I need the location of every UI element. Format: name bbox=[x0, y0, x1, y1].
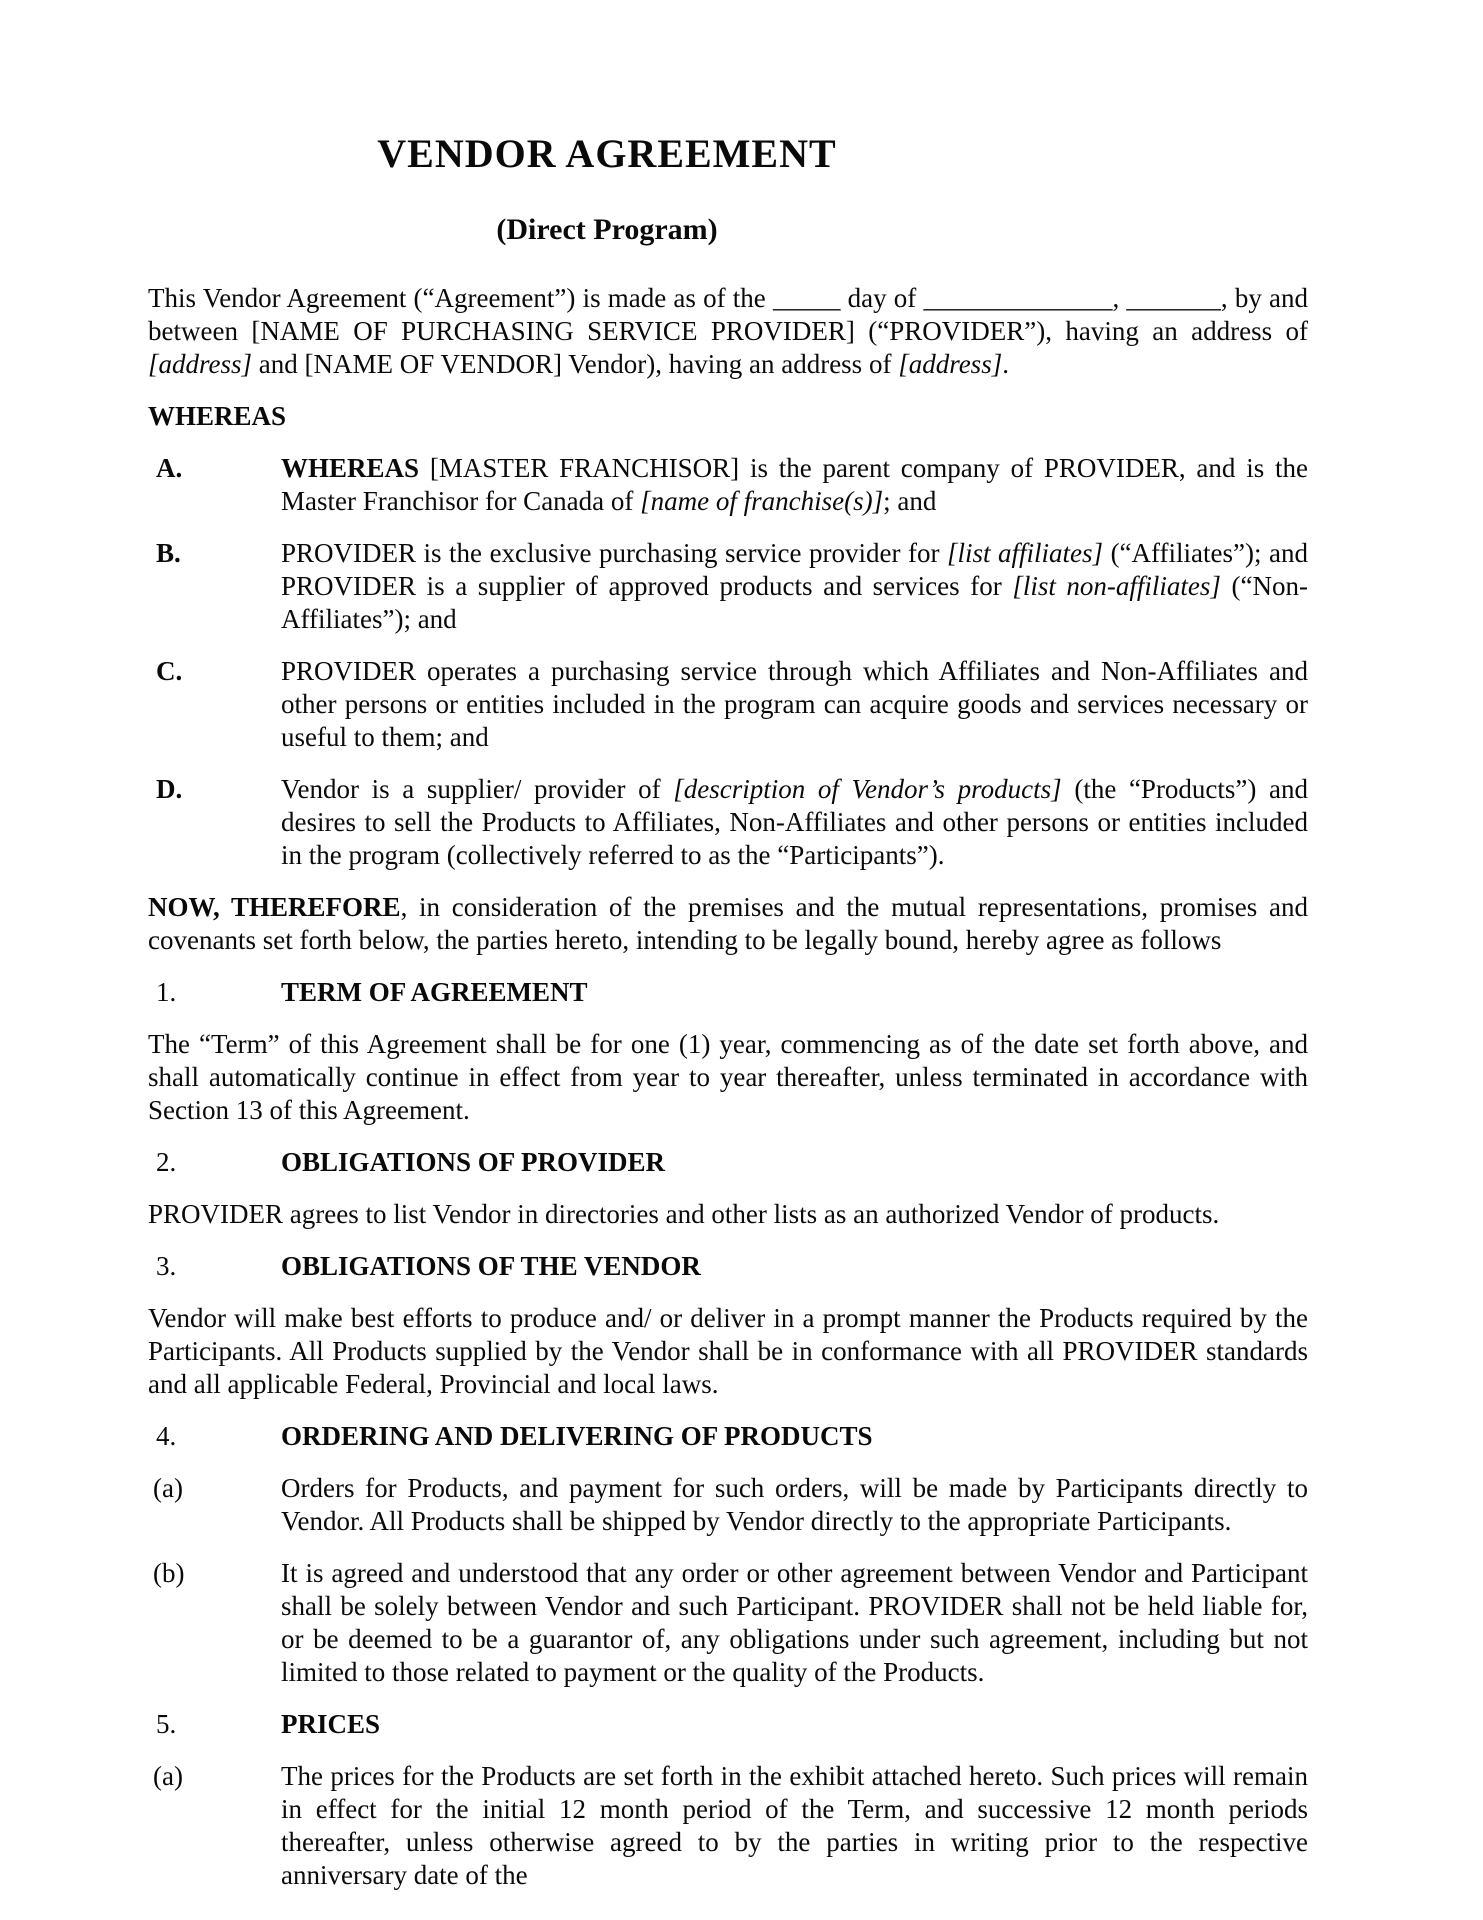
section-heading-1 bbox=[148, 976, 1308, 1009]
section-number: 2. bbox=[156, 1147, 177, 1177]
text-run: ; and bbox=[883, 486, 937, 516]
section-number: 3. bbox=[156, 1251, 177, 1281]
text-run: [MASTER FRANCHISOR] is the parent company of PROVIDER, and is the Master Franchisor for Canada of bbox=[281, 453, 1308, 516]
text-run: [address] bbox=[148, 349, 253, 379]
section-heading-2 bbox=[148, 1146, 1308, 1179]
section-number: 1. bbox=[156, 977, 177, 1007]
text-run: WHEREAS bbox=[281, 453, 430, 483]
section-paragraph bbox=[148, 1028, 1308, 1127]
section-heading-5 bbox=[148, 1708, 1308, 1741]
recital-c bbox=[148, 655, 1308, 754]
recital-label: D. bbox=[156, 774, 183, 804]
text-run: Vendor is a supplier/ provider of bbox=[281, 774, 674, 804]
recital-text bbox=[281, 773, 1308, 872]
text-run: [name of franchise(s)] bbox=[640, 486, 884, 516]
section-title: ORDERING AND DELIVERING OF PRODUCTS bbox=[281, 1421, 873, 1451]
recital-a bbox=[148, 452, 1308, 518]
recital-text bbox=[281, 655, 1308, 754]
sections bbox=[148, 976, 1308, 1892]
section-paragraph bbox=[148, 1302, 1308, 1401]
document-subtitle: (Direct Program) bbox=[496, 213, 718, 246]
text-run: [list non-affiliates] bbox=[1012, 571, 1221, 601]
recital-text bbox=[281, 452, 1308, 518]
section-number: 4. bbox=[156, 1421, 177, 1451]
clause-text bbox=[281, 1472, 1308, 1538]
clause-4-b bbox=[148, 1557, 1308, 1689]
text-run: [address] bbox=[898, 349, 1003, 379]
recital-label: C. bbox=[156, 656, 183, 686]
text-run: The “Term” of this Agreement shall be for one (1) year, commencing as of the date set forth above, and shall automatically continue in effect from year to year thereafter, unless terminated in accordance with Section 13 of this Agreement. bbox=[148, 1029, 1308, 1125]
clause-label: (a) bbox=[153, 1761, 183, 1791]
text-run: PROVIDER agrees to list Vendor in directories and other lists as an authorized Vendor of products. bbox=[148, 1199, 1220, 1229]
now-therefore-paragraph bbox=[148, 891, 1308, 957]
text-run: and [NAME OF VENDOR] Vendor), having an address of bbox=[252, 349, 899, 379]
text-run: (the “Products”) and desires to sell the Products to Affiliates, Non-Affiliates and other persons or entities included in the program (collectively referred to as the “Participants”). bbox=[281, 774, 1309, 870]
section-paragraph bbox=[148, 1198, 1308, 1231]
intro-paragraph bbox=[148, 282, 1308, 381]
document-title: VENDOR AGREEMENT bbox=[377, 131, 837, 176]
text-run: NOW, THEREFORE bbox=[148, 892, 401, 922]
text-run: [list affiliates] bbox=[947, 538, 1104, 568]
section-heading-4 bbox=[148, 1420, 1308, 1453]
section-title: PRICES bbox=[281, 1709, 381, 1739]
clause-text bbox=[281, 1557, 1308, 1689]
text-run: PROVIDER operates a purchasing service through which Affiliates and Non-Affiliates and other persons or entities included in the program can acquire goods and services necessary or useful to them; and bbox=[281, 656, 1308, 752]
recital-b bbox=[148, 537, 1308, 636]
section-heading-3 bbox=[148, 1250, 1308, 1283]
text-run: Orders for Products, and payment for such orders, will be made by Participants directly to Vendor. All Products shall be shipped by Vendor directly to the appropriate Participants. bbox=[281, 1473, 1308, 1536]
recital-label: A. bbox=[156, 453, 183, 483]
text-run: It is agreed and understood that any order or other agreement between Vendor and Participant shall be solely between Vendor and such Participant. PROVIDER shall not be held liable for, or be deemed to be a guarantor of, any obligations under such agreement, including but not limited to those related to payment or the quality of the Products. bbox=[281, 1558, 1308, 1687]
clause-label: (b) bbox=[153, 1558, 185, 1588]
clause-5-a bbox=[148, 1760, 1308, 1892]
text-run: (“Non-Affiliates”); and bbox=[281, 571, 1308, 634]
recital-text bbox=[281, 537, 1308, 636]
title-area bbox=[148, 130, 1066, 248]
section-title: TERM OF AGREEMENT bbox=[281, 977, 588, 1007]
text-run: [description of Vendor’s products] bbox=[673, 774, 1062, 804]
section-title: OBLIGATIONS OF THE VENDOR bbox=[281, 1251, 701, 1281]
clause-text bbox=[281, 1760, 1308, 1892]
recitals bbox=[148, 452, 1308, 872]
recital-d bbox=[148, 773, 1308, 872]
whereas-heading: WHEREAS bbox=[148, 401, 287, 431]
text-run: (“Affiliates”); and PROVIDER is a supplier of approved products and services for bbox=[281, 538, 1308, 601]
recital-label: B. bbox=[156, 538, 181, 568]
clause-4-a bbox=[148, 1472, 1308, 1538]
text-run: , in consideration of the premises and the mutual representations, promises and covenants set forth below, the parties hereto, intending to be legally bound, hereby agree as follows bbox=[148, 892, 1309, 955]
section-title: OBLIGATIONS OF PROVIDER bbox=[281, 1147, 666, 1177]
text-run: The prices for the Products are set forth in the exhibit attached hereto. Such prices will remain in effect for the initial 12 month period of the Term, and successive 12 month periods thereafter, unless otherwise agreed to by the parties in writing prior to the respective anniversary date of the bbox=[281, 1761, 1308, 1890]
text-run: . bbox=[1002, 349, 1009, 379]
clause-label: (a) bbox=[153, 1473, 183, 1503]
section-number: 5. bbox=[156, 1709, 177, 1739]
text-run: PROVIDER is the exclusive purchasing service provider for bbox=[281, 538, 947, 568]
text-run: This Vendor Agreement (“Agreement”) is made as of the _____ day of ______________, _______, by and between [NAME OF PURCHASING SERVICE PROVIDER] (“PROVIDER”), having an address of bbox=[148, 283, 1308, 346]
text-run: Vendor will make best efforts to produce and/ or deliver in a prompt manner the Products required by the Participants. All Products supplied by the Vendor shall be in conformance with all PROVIDER standards and all applicable Federal, Provincial and local laws. bbox=[148, 1303, 1308, 1399]
